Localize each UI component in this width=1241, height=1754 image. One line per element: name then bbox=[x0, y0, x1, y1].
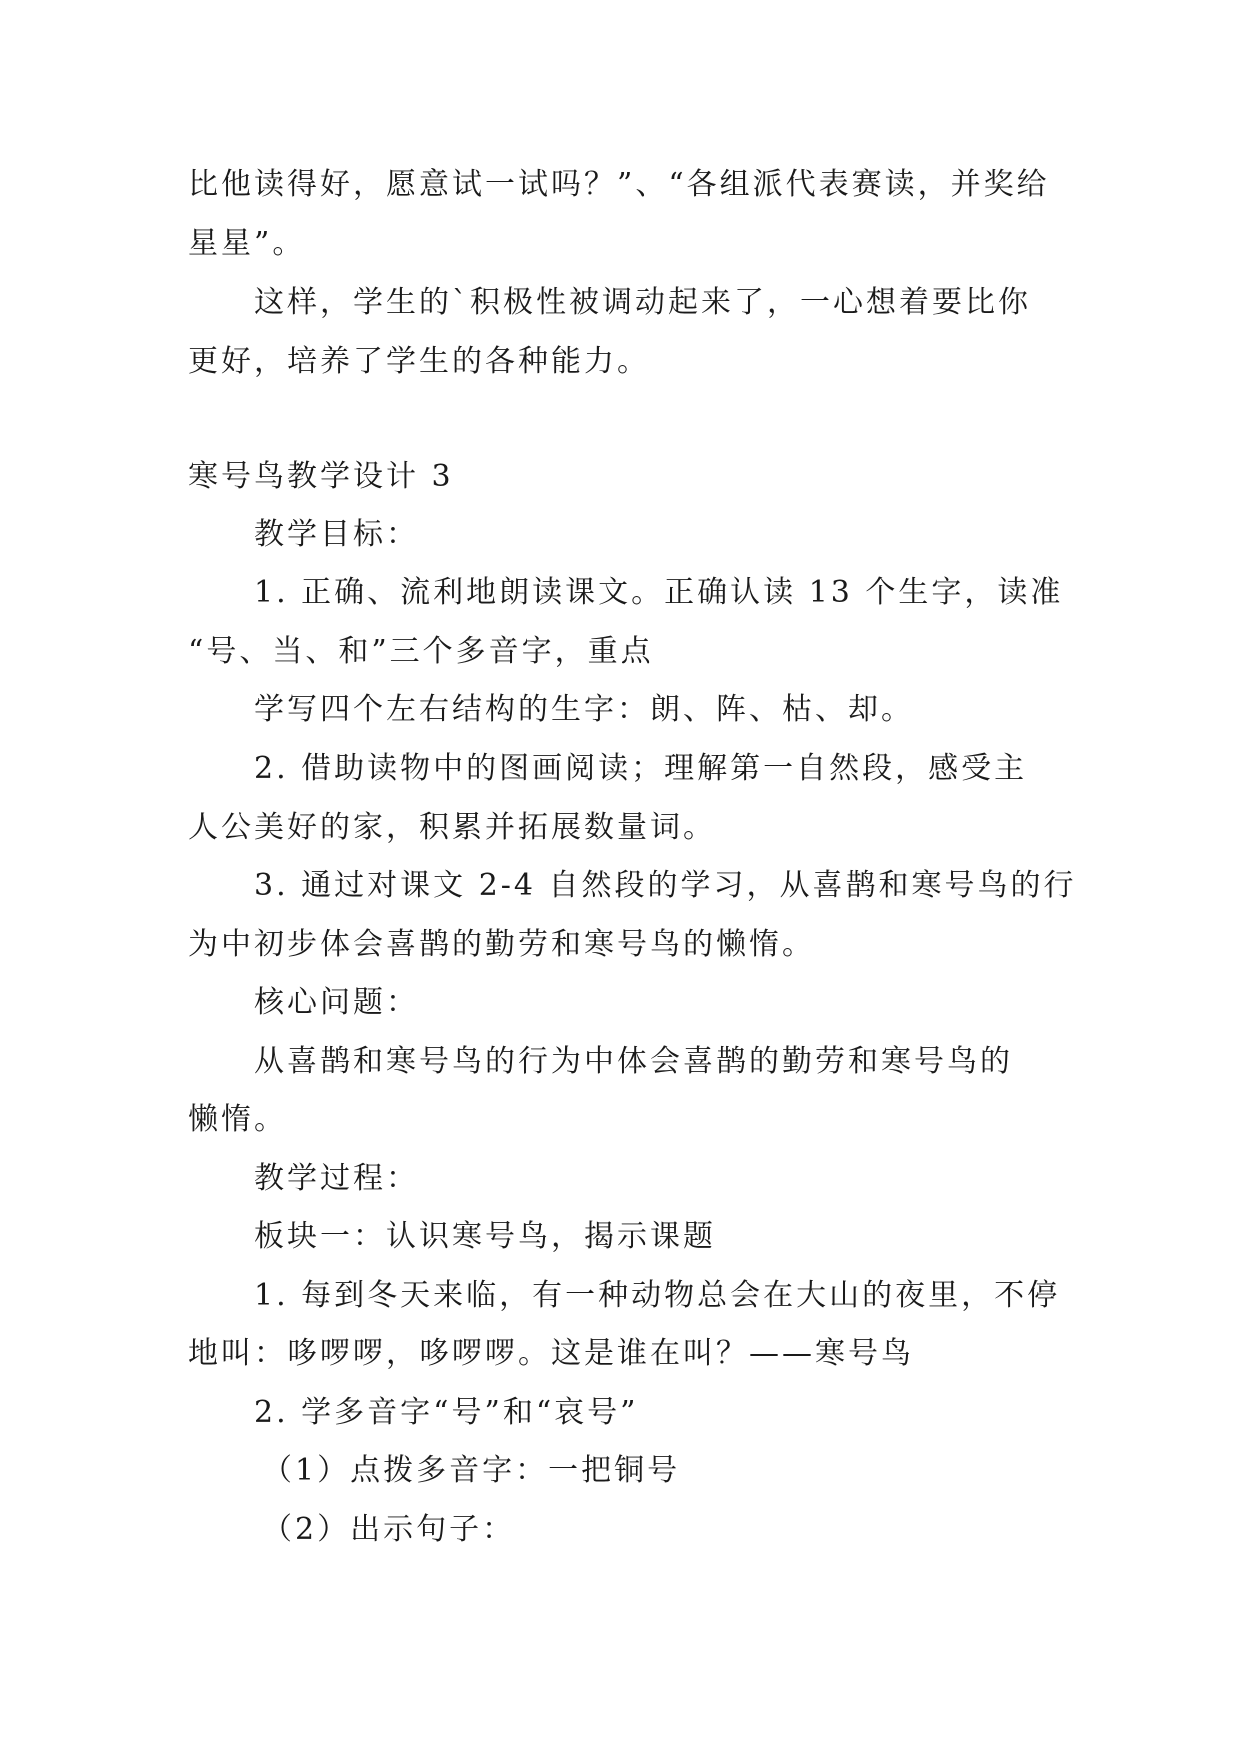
sub-step-line: （2）出示句子： bbox=[262, 1512, 516, 1547]
goal-1-line: 学写四个左右结构的生字：朗、阵、枯、却。 bbox=[254, 692, 914, 727]
sub-step-line: （1）点拨多音字：一把铜号 bbox=[262, 1453, 681, 1488]
paragraph-line: 星星”。 bbox=[188, 226, 306, 261]
paragraph-line: 更好，培养了学生的各种能力。 bbox=[188, 344, 650, 379]
goal-2-line: 2. 借助读物中的图画阅读；理解第一自然段，感受主 bbox=[254, 751, 1028, 786]
paragraph-line: 这样，学生的`积极性被调动起来了，一心想着要比你 bbox=[254, 285, 1031, 320]
step-2-line: 2. 学多音字“号”和“哀号” bbox=[254, 1395, 639, 1430]
core-question-line: 从喜鹊和寒号鸟的行为中体会喜鹊的勤劳和寒号鸟的 bbox=[254, 1044, 1013, 1079]
goal-1-line: 1. 正确、流利地朗读课文。正确认读 13 个生字，读准 bbox=[254, 575, 1064, 610]
goal-2-line: 人公美好的家，积累并拓展数量词。 bbox=[188, 810, 716, 845]
section-title: 寒号鸟教学设计 3 bbox=[188, 459, 454, 494]
goal-3-line: 3. 通过对课文 2-4 自然段的学习，从喜鹊和寒号鸟的行 bbox=[254, 868, 1077, 903]
step-1-line: 地叫：哆啰啰，哆啰啰。这是谁在叫？——寒号鸟 bbox=[188, 1336, 914, 1371]
heading-teaching-goals: 教学目标： bbox=[254, 517, 419, 552]
goal-1-line: “号、当、和”三个多音字，重点 bbox=[188, 634, 654, 669]
core-question-line: 懒惰。 bbox=[188, 1102, 287, 1137]
step-1-line: 1. 每到冬天来临，有一种动物总会在大山的夜里，不停 bbox=[254, 1278, 1061, 1313]
paragraph-line: 比他读得好，愿意试一试吗？”、“各组派代表赛读，并奖给 bbox=[188, 167, 1050, 202]
module-heading: 板块一：认识寒号鸟，揭示课题 bbox=[254, 1219, 716, 1254]
heading-core-question: 核心问题： bbox=[254, 985, 419, 1020]
goal-3-line: 为中初步体会喜鹊的勤劳和寒号鸟的懒惰。 bbox=[188, 927, 815, 962]
heading-teaching-process: 教学过程： bbox=[254, 1161, 419, 1196]
